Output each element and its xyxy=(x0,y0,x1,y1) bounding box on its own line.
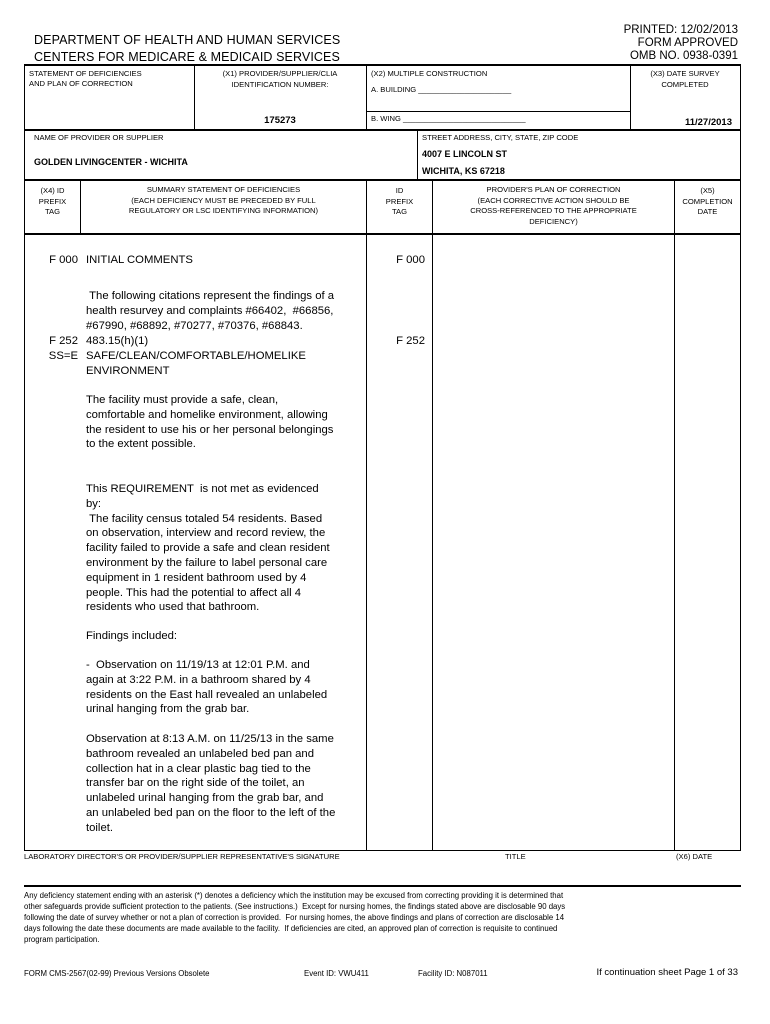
divider xyxy=(24,129,741,131)
divider xyxy=(674,180,675,851)
id-header: ID PREFIX TAG xyxy=(385,186,414,216)
plan-header: PROVIDER'S PLAN OF CORRECTION (EACH CORRECTIVE ACTION SHOULD BE CROSS-REFERENCED TO THE APPROPRIATE DEFICIENCY) xyxy=(470,185,637,226)
id-tag-f252: F 252 xyxy=(396,335,425,347)
citations-paragraph: The following citations represent the findings of a health resurvey and complaints #66402, #66856, #67990, #68892, #70277, #70376, #68843. xyxy=(86,290,335,332)
divider xyxy=(417,130,418,180)
requirement-not-met-paragraph: This REQUIREMENT is not met as evidenced by: The facility census totaled 54 residents. Based on observation, interview and record review, the facility failed to provide a safe and clean resident environment by the failure to label personal care equipment in 1 resident bathroom used by 4 people. This had the potential to affect all 4 residents who used that bathroom. xyxy=(86,483,330,614)
x4-header: (X4) ID PREFIX TAG xyxy=(38,186,67,216)
disclaimer-text: Any deficiency statement ending with an asterisk (*) denotes a deficiency which the institution may be excused from correcting providing it is determined that other safeguards provide sufficient protection to the patients. (See instructions.) Except for nursing homes, the findings stated above are disclosable 90 days following the date of survey whether or not a plan of correction is provided. For nursing homes, the above findings and plans of correction are disclosable 14 days following the date these documents are made available to the facility. If deficiencies are cited, an approved plan of correction is requisite to continued program participation. xyxy=(24,891,566,944)
signature-label: LABORATORY DIRECTOR'S OR PROVIDER/SUPPLIER REPRESENTATIVE'S SIGNATURE xyxy=(24,852,340,861)
form-approved: FORM APPROVED xyxy=(637,37,738,49)
x3-label: (X3) DATE SURVEY COMPLETED xyxy=(650,69,720,89)
tag-f000: F 000 xyxy=(49,254,78,266)
facility-id: Facility ID: N087011 xyxy=(418,969,488,978)
divider xyxy=(24,179,741,181)
address-city: WICHITA, KS 67218 xyxy=(422,166,505,176)
tag-f252: F 252 xyxy=(49,335,78,347)
scope-severity-tag: SS=E xyxy=(48,350,78,362)
summary-header: SUMMARY STATEMENT OF DEFICIENCIES (EACH DEFICIENCY MUST BE PRECEDED BY FULL REGULATORY OR LSC IDENTIFYING INFORMATION) xyxy=(128,185,319,215)
x5-header: (X5) COMPLETION DATE xyxy=(682,186,733,216)
facility-requirement-paragraph: The facility must provide a safe, clean, comfortable and homelike environment, allowing the resident to use his or her personal belongings to the extent possible. xyxy=(86,394,334,451)
address-label: STREET ADDRESS, CITY, STATE, ZIP CODE xyxy=(422,133,579,142)
form-left-border xyxy=(24,64,25,851)
department-title: DEPARTMENT OF HEALTH AND HUMAN SERVICES xyxy=(34,33,341,47)
provider-name-label: NAME OF PROVIDER OR SUPPLIER xyxy=(34,133,164,142)
observation-paragraph-2: Observation at 8:13 A.M. on 11/25/13 in the same bathroom revealed an unlabeled bed pan and collection hat in a clear plastic bag tied to the transfer bar on the right side of the toilet, an unlabeled urinal hanging from the grab bar, and an unlabeled bed pan on the floor to the left of the toilet. xyxy=(86,733,336,834)
divider xyxy=(366,64,367,130)
agency-title: CENTERS FOR MEDICARE & MEDICAID SERVICES xyxy=(34,50,340,64)
form-top-border xyxy=(24,64,741,66)
x1-label: (X1) PROVIDER/SUPPLIER/CLIA IDENTIFICATION NUMBER: xyxy=(222,69,338,89)
findings-heading: Findings included: xyxy=(86,630,178,642)
omb-number: OMB NO. 0938-0391 xyxy=(629,50,738,62)
divider xyxy=(366,111,630,112)
survey-date-value: 11/27/2013 xyxy=(684,117,732,128)
event-id: Event ID: VWU411 xyxy=(304,969,369,978)
statement-label: STATEMENT OF DEFICIENCIES AND PLAN OF CORRECTION xyxy=(29,69,142,88)
observation-paragraph-1: - Observation on 11/19/13 at 12:01 P.M. and again at 3:22 P.M. in a bathroom shared by 4 residents on the East hall revealed an unlabeled urinal hanging from the grab bar. xyxy=(86,659,328,716)
date-label: (X6) DATE xyxy=(676,852,713,861)
title-label: TITLE xyxy=(505,852,526,861)
divider xyxy=(630,64,631,130)
divider xyxy=(432,180,433,851)
divider xyxy=(24,233,741,235)
form-id: FORM CMS-2567(02-99) Previous Versions Obsolete xyxy=(24,969,210,978)
regulation-paragraph: 483.15(h)(1) SAFE/CLEAN/COMFORTABLE/HOMELIKE ENVIRONMENT xyxy=(86,335,306,377)
provider-id-value: 175273 xyxy=(264,115,296,126)
address-street: 4007 E LINCOLN ST xyxy=(422,149,508,159)
printed-date: PRINTED: 12/02/2013 xyxy=(623,24,738,36)
page-indicator: If continuation sheet Page 1 of 33 xyxy=(596,967,738,978)
divider xyxy=(366,180,367,851)
form-right-border xyxy=(740,64,741,851)
x2-label: (X2) MULTIPLE CONSTRUCTION xyxy=(371,69,488,78)
building-field: A. BUILDING ______________________ xyxy=(371,85,512,94)
form-bottom-border xyxy=(24,850,741,851)
wing-field: B. WING _____________________________ xyxy=(371,114,526,123)
divider xyxy=(194,64,195,130)
id-tag-f000: F 000 xyxy=(396,254,425,266)
divider xyxy=(24,885,741,887)
provider-name: GOLDEN LIVINGCENTER - WICHITA xyxy=(34,157,188,167)
initial-comments-heading: INITIAL COMMENTS xyxy=(86,254,193,266)
